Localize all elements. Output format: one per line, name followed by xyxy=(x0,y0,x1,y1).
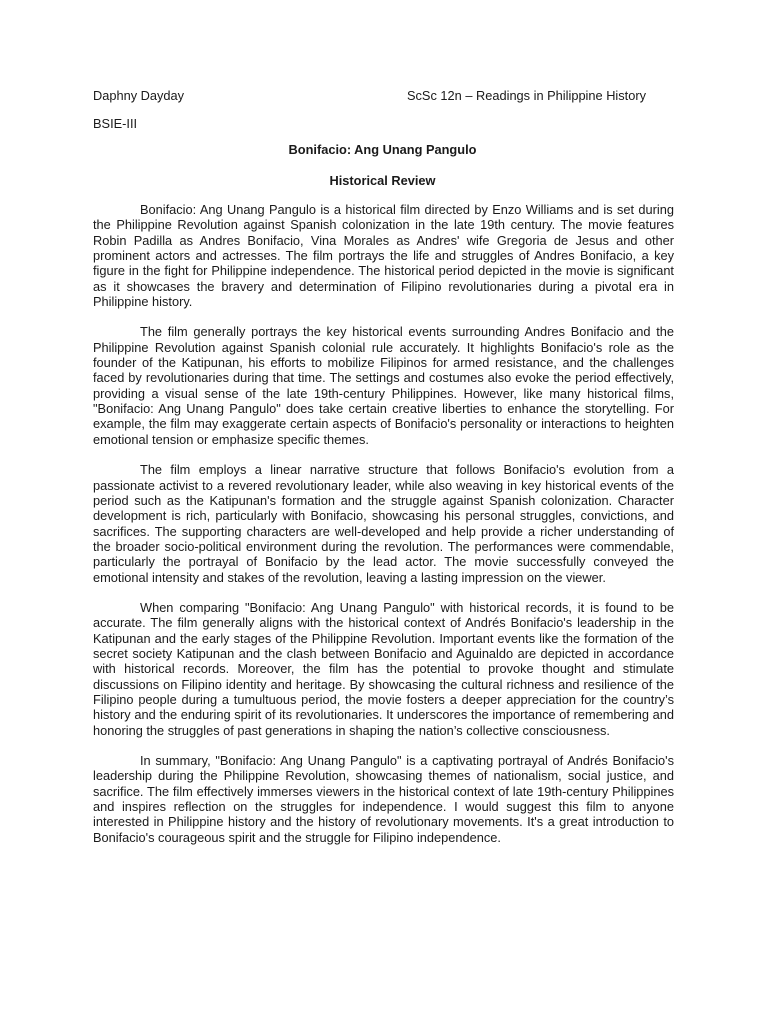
paragraph-historical-accuracy: The film generally portrays the key historical events surrounding Andres Bonifacio and the Philippine Revolution against Spanish colonial rule accurately. It highlights Bonifacio's role as the founder of the Katipunan, his efforts to mobilize Filipinos for armed resistance, and the challenges faced by revolutionaries during that time. The settings and costumes also evoke the period effectively, providing a visual sense of the late 19th-century Philippines. However, like many historical films, "Bonifacio: Ang Unang Pangulo" does take certain creative liberties to enhance the storytelling. For example, the film may exaggerate certain aspects of Bonifacio's personality or interactions to heighten emotional tension or emphasize specific themes. xyxy=(93,324,674,447)
paragraph-narrative-analysis: The film employs a linear narrative structure that follows Bonifacio's evolution from a passionate activist to a revered revolutionary leader, while also weaving in key historical events of the period such as the Katipunan's formation and the struggle against Spanish colonization. Character development is rich, particularly with Bonifacio, showcasing his personal struggles, convictions, and sacrifices. The supporting characters are well-developed and help provide a richer understanding of the broader socio-political environment during the revolution. The performances were commendable, particularly the portrayal of Bonifacio by the lead actor. The movie successfully conveyed the emotional intensity and stakes of the revolution, leaving a lasting impression on the viewer. xyxy=(93,462,674,585)
author-name: Daphny Dayday xyxy=(93,88,185,103)
document-title: Bonifacio: Ang Unang Pangulo xyxy=(288,142,477,157)
program-year: BSIE-III xyxy=(93,116,138,131)
course-title: ScSc 12n – Readings in Philippine History xyxy=(407,88,647,103)
paragraph-summary: In summary, "Bonifacio: Ang Unang Pangulo" is a captivating portrayal of Andrés Bonifacio's leadership during the Philippine Revolution, showcasing themes of nationalism, social justice, and sacrifice. The film effectively immerses viewers in the historical context of late 19th-century Philippines and inspires reflection on the struggles for independence. I would suggest this film to anyone interested in Philippine history and the history of revolutionary movements. It's a great introduction to Bonifacio's courageous spirit and the struggle for Filipino independence. xyxy=(93,753,674,845)
document-header xyxy=(93,88,672,106)
paragraph-comparison: When comparing "Bonifacio: Ang Unang Pangulo" with historical records, it is found to be accurate. The film generally aligns with the historical context of Andrés Bonifacio's leadership in the Katipunan and the early stages of the Philippine Revolution. Important events like the formation of the secret society Katipunan and the clash between Bonifacio and Aguinaldo are depicted in accordance with historical records. Moreover, the film has the potential to provoke thought and stimulate discussions on Filipino identity and heritage. By showcasing the cultural richness and resilience of the Filipino people during a tumultuous period, the movie fosters a deeper appreciation for the country’s history and the enduring spirit of its revolutionaries. It underscores the importance of remembering and honoring the struggles of past generations in shaping the nation’s collective consciousness. xyxy=(93,599,674,738)
document-subtitle: Historical Review xyxy=(329,173,436,188)
paragraph-introduction: Bonifacio: Ang Unang Pangulo is a historical film directed by Enzo Williams and is set during the Philippine Revolution against Spanish colonization in the late 19th century. The movie features Robin Padilla as Andres Bonifacio, Vina Morales as Andres' wife Gregoria de Jesus and other prominent actors and actresses. The film portrays the life and struggles of Andres Bonifacio, a key figure in the fight for Philippine independence. The historical period depicted in the movie is significant as it showcases the bravery and determination of Filipino revolutionaries during a pivotal era in Philippine history. xyxy=(93,202,674,310)
document-body xyxy=(93,202,674,860)
